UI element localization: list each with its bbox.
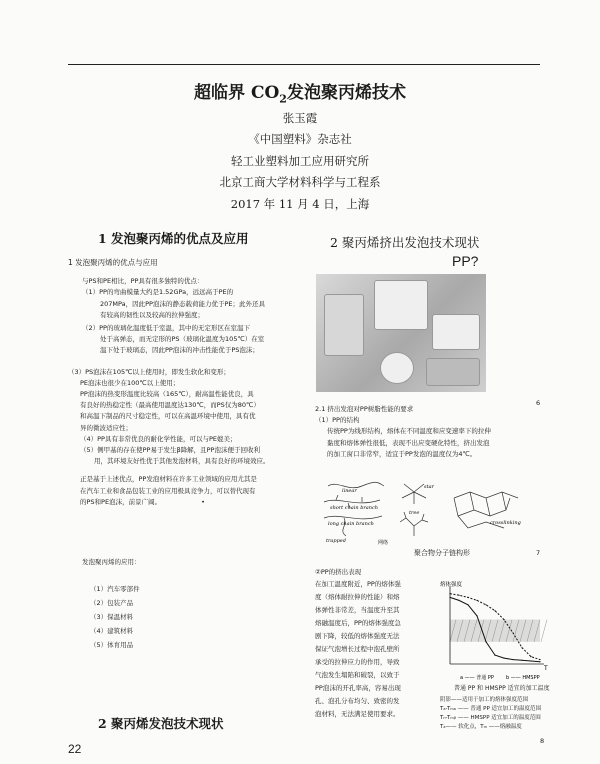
diag-label-linear: linear: [342, 488, 357, 494]
chart-point: [494, 655, 495, 656]
chart-point: [485, 604, 486, 605]
chart-note: 阴影——适用于加工的熔体强度范围: [440, 697, 529, 703]
diag-label-network: 网络: [378, 540, 389, 546]
diag-label-star: star: [424, 484, 434, 490]
applications-list: [82, 582, 282, 652]
chart-point: [467, 604, 468, 605]
text-line: 泡材料，无法满足使用要求。: [315, 710, 400, 719]
slide1-conclusion: 正是基于上述优点，PP发泡材料在许多工业领域的应用尤其是 在汽车工业和食品包装工业的应用极具竞争力，可以替代现有 的PS和PE泡沫，前景广阔。 •: [80, 475, 257, 506]
text-line: 熔融温度后，PP的熔体强度急: [315, 619, 401, 628]
affiliation-2: 轻工业塑料加工应用研究所: [231, 154, 369, 168]
chart-point: [503, 657, 504, 658]
diag-label-short-chain: short chain branch: [330, 505, 379, 511]
chart-point: [521, 647, 522, 648]
right-section-title: 2 聚丙烯挤出发泡技术现状: [330, 235, 480, 250]
diag-label-crosslinking: crosslinking: [490, 520, 521, 526]
section-2-1-heading: 2.1 挤出发泡对PP树脂性能的要求: [315, 405, 414, 413]
diagram-caption: 聚合物分子链构形: [414, 549, 470, 557]
foam-panel-image: [324, 294, 364, 356]
section-2-1-1-heading: （1）PP的结构: [315, 416, 360, 425]
pp-extrusion-heading: ②PP的挤出表现: [315, 568, 362, 576]
pp-structure-text: 传统PP为线形结构，熔体在不同温度和应变速率下的拉伸 黏度和熔体弹性很低，表现不出应变硬化特性，挤出发泡 的加工窗口非常窄，适宜于PP发泡的温度仅为4℃。: [327, 427, 491, 458]
chart-legend-b: b —— HMSPP: [506, 675, 540, 680]
application-item: （2）包装产品: [90, 599, 134, 608]
slide1-point3-body: PE泡沫也很少在100℃以上使用； PP泡沫的热变形温度比较高（165℃），耐高温性能优良，具 有良好的热稳定性（最高使用温度达130℃，而PS仅为80℃） 和高温下制品的尺寸稳定性，可以在高温环境中使用，具有优 异的微波适应性；: [80, 378, 260, 432]
chart-point: [449, 593, 450, 594]
diag-label-long-chain: long chain branch: [328, 521, 374, 527]
chart-point: [530, 660, 531, 661]
date: 2017 年 11 月 4 日，上海: [230, 197, 370, 211]
page-number: 22: [68, 742, 82, 756]
text-line: PP泡沫的开孔率高，容易出现: [315, 684, 401, 693]
foam-box-image: [432, 314, 480, 350]
chart-y-axis-label: 熔体强度: [440, 582, 463, 588]
linear-chain-line: [328, 482, 384, 488]
diag-label-tree: tree: [409, 510, 420, 516]
application-item: （1）汽车零部件: [90, 585, 140, 594]
chart-point: [458, 595, 459, 596]
chart-point: [539, 661, 540, 662]
chart-legend-a: a —— 普通 PP: [460, 675, 494, 680]
pp-extrusion-text: [315, 578, 443, 721]
star-molecule-shape: [402, 484, 426, 504]
text-line: 承受的拉伸应力的作用，导致: [315, 658, 400, 667]
header-top-rule: [68, 64, 540, 65]
chart-point: [449, 597, 450, 598]
slide1-point1: （1）PP的弯曲模量大约是1.52GPa，远远高于PE的 207MPa，因此PP泡沫的静态载荷能力优于PE；此外还具 有较高的韧性以及较高的拉伸强度；: [82, 288, 265, 319]
chart-caption: 普通 PP 和 HMSPP 适宜的加工温度: [454, 685, 550, 692]
text-line: 气泡发生塌陷和破裂，以致于: [315, 671, 400, 680]
author: 张玉霞: [282, 111, 318, 125]
slide1-point5: （5）侧甲基的存在使PP易于发生β降解，且PP泡沫便于回收利 用，其环境友好性优于其他发泡材料，具有良好的环境效应。: [80, 446, 270, 466]
chart-point: [530, 656, 531, 657]
chart-point: [512, 659, 513, 660]
slide1-point3: （3）PS泡沫在105℃以上使用时，即发生软化和变形；: [68, 367, 230, 376]
foam-products-photo: [316, 274, 486, 392]
text-line: 孔、泡孔分布均匀、致密的发: [315, 697, 400, 706]
text-line: 剧下降，较低的熔体强度无法: [315, 632, 400, 641]
slide-2: [82, 557, 282, 652]
diag-label-trapped: trapped: [326, 538, 346, 544]
chart-note: Tₐ—— 软化点，Tₘ ——熔融温度: [440, 724, 522, 730]
chart-note: Tₐ-Tₘₐ —— 普通 PP 适宜加工的温度范围: [440, 706, 542, 712]
text-line: 保证气泡增长过程中泡孔壁所: [315, 645, 400, 654]
section1-title: 1 发泡聚丙烯的优点及应用: [98, 231, 249, 246]
chart-point: [467, 597, 468, 598]
chart-point: [458, 600, 459, 601]
foam-cup-image: [380, 352, 414, 384]
chart-point: [485, 641, 486, 642]
chart-notes: [440, 696, 552, 732]
foam-tray-image: [374, 280, 428, 330]
slide1-point4: （4）PP具有非常优良的耐化学性能，可以与PE媲美；: [80, 434, 237, 443]
slide-number-7: 7: [536, 549, 541, 557]
slide2-heading: 发泡聚丙烯的应用：: [82, 558, 141, 566]
text-line: 度（熔体耐拉伸的性能）和熔: [315, 593, 400, 602]
affiliation-1: 《中国塑料》杂志社: [248, 132, 352, 146]
application-item: （5）体育用品: [90, 641, 134, 650]
text-line: 在加工温度附近，PP的熔体强: [315, 580, 401, 589]
slide-1: [68, 257, 308, 508]
foam-beads-image: [426, 358, 480, 386]
slide-3: [315, 404, 547, 460]
chart-x-axis-label: T: [544, 665, 548, 672]
chart-hatch-line: [541, 620, 547, 642]
chart-note: Tₙ-Tₘᵦ —— HMSPP 适宜加工的温度范围: [440, 715, 541, 721]
slide1-heading: 1 发泡聚丙烯的优点与应用: [68, 258, 158, 267]
affiliation-3: 北京工商大学材料科学与工程系: [219, 175, 381, 189]
melt-strength-chart: [440, 578, 552, 680]
slide1-point2: （2）PP的玻璃化温度低于室温，其中的无定形区在室温下 处于高弹态，而无定形的PS（玻璃化温度为105℃）在室 温下处于玻璃态，因此PP泡沫的冲击性能优于PS泡沫；: [82, 324, 265, 355]
chart-point: [494, 610, 495, 611]
chart-point: [512, 632, 513, 633]
pp-question-label: PP?: [452, 253, 479, 269]
chart-point: [476, 600, 477, 601]
slide1-intro: 与PS和PE相比，PP具有很多独特的优点：: [82, 277, 204, 286]
section2-title: 2 聚丙烯发泡技术现状: [98, 716, 224, 731]
slide-number-6: 6: [536, 399, 541, 407]
chart-point: [521, 660, 522, 661]
chart-point: [539, 659, 540, 660]
chart-point: [503, 619, 504, 620]
application-item: （3）保温材料: [90, 613, 134, 622]
slide-4: [315, 567, 443, 721]
molecular-chain-diagram: [318, 478, 540, 546]
slide-number-8: 8: [540, 737, 545, 745]
application-item: （4）建筑材料: [90, 627, 134, 636]
text-line: 体弹性非常差，当温度升至其: [315, 606, 400, 615]
page-title: 超临界 $CO_2$发泡聚丙烯技术: [194, 83, 406, 106]
chart-point: [476, 615, 477, 616]
